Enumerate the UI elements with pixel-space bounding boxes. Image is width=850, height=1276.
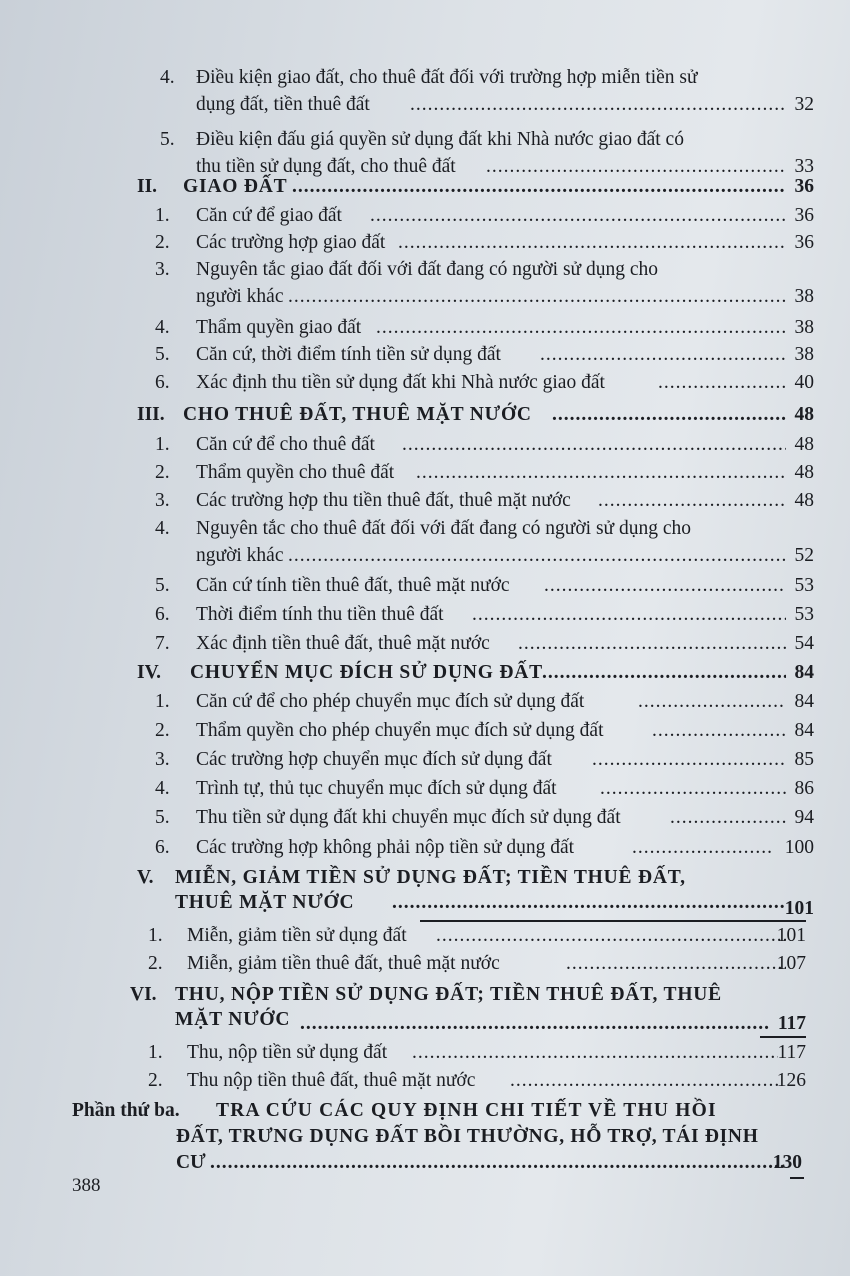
entry-number: 5. (155, 575, 170, 596)
entry-number: 1. (155, 691, 170, 712)
entry-page: 38 (794, 344, 814, 365)
dot-leader (292, 175, 786, 199)
dot-leader (436, 924, 786, 948)
section-page: 36 (794, 176, 814, 197)
entry-title: Xác định thu tiền sử dụng đất khi Nhà nước giao đất (196, 372, 605, 393)
entry-title: Xác định tiền thuê đất, thuê mặt nước (196, 633, 490, 654)
section-number: II. (137, 176, 158, 197)
toc-entry (0, 258, 850, 310)
entry-title: Thẩm quyền giao đất (196, 317, 362, 338)
entry-number: 2. (148, 953, 163, 974)
entry-title: Các trường hợp giao đất (196, 232, 386, 253)
toc-entry (0, 517, 850, 569)
dot-leader (402, 433, 786, 457)
entry-title-line-2: người khác (196, 286, 284, 307)
entry-number: 6. (155, 604, 170, 625)
toc-section (0, 175, 850, 203)
entry-page: 48 (794, 434, 814, 455)
entry-number: 4. (155, 317, 170, 338)
entry-page: 84 (794, 691, 814, 712)
part-title-line-1: TRA CỨU CÁC QUY ĐỊNH CHI TIẾT VỀ THU HỒI (216, 1100, 717, 1121)
toc-section (0, 661, 850, 689)
entry-title: Căn cứ, thời điểm tính tiền sử dụng đất (196, 344, 501, 365)
entry-page: 38 (794, 286, 814, 307)
entry-number: 3. (155, 490, 170, 511)
entry-page: 54 (794, 633, 814, 654)
dot-leader (288, 285, 786, 309)
section-page: 48 (794, 404, 814, 425)
entry-title: Căn cứ để cho phép chuyển mục đích sử dụng đất (196, 691, 585, 712)
entry-page: 85 (794, 749, 814, 770)
dot-leader (398, 231, 786, 255)
entry-page: 84 (794, 720, 814, 741)
entry-page: 53 (794, 604, 814, 625)
toc-entry (0, 66, 850, 126)
entry-number: 4. (160, 67, 175, 88)
toc-section (0, 866, 850, 922)
entry-number: 1. (148, 925, 163, 946)
entry-page: 117 (777, 1042, 806, 1063)
entry-number: 6. (155, 837, 170, 858)
entry-number: 1. (148, 1042, 163, 1063)
entry-number: 2. (155, 720, 170, 741)
entry-title-line-2: người khác (196, 545, 284, 566)
dot-leader (510, 1069, 778, 1093)
entry-page: 126 (776, 1070, 806, 1091)
toc-section (0, 403, 850, 431)
entry-number: 1. (155, 434, 170, 455)
entry-title: Căn cứ để giao đất (196, 205, 342, 226)
entry-page: 48 (794, 462, 814, 483)
entry-title-line-2: dụng đất, tiền thuê đất (196, 94, 370, 115)
section-page: 101 (784, 898, 814, 919)
entry-title: Căn cứ tính tiền thuê đất, thuê mặt nước (196, 575, 510, 596)
entry-page: 36 (794, 205, 814, 226)
dot-leader (592, 748, 786, 772)
entry-title: Trình tự, thủ tục chuyển mục đích sử dụng đất (196, 778, 557, 799)
entry-title: Thời điểm tính thu tiền thuê đất (196, 604, 444, 625)
entry-number: 2. (155, 232, 170, 253)
dot-leader (376, 316, 786, 340)
entry-number: 5. (155, 344, 170, 365)
entry-title-line-2: thu tiền sử dụng đất, cho thuê đất (196, 156, 456, 177)
entry-number: 2. (155, 462, 170, 483)
dot-leader (370, 204, 786, 228)
entry-title: Thu, nộp tiền sử dụng đất (187, 1042, 388, 1063)
entry-page: 86 (794, 778, 814, 799)
page-number: 388 (72, 1175, 101, 1196)
entry-number: 5. (155, 807, 170, 828)
toc-part (0, 1099, 850, 1179)
entry-title: Thẩm quyền cho thuê đất (196, 462, 395, 483)
section-number: V. (137, 867, 154, 888)
entry-title: Thu nộp tiền thuê đất, thuê mặt nước (187, 1070, 476, 1091)
entry-page: 101 (776, 925, 806, 946)
entry-title: Căn cứ để cho thuê đất (196, 434, 375, 455)
section-number: III. (137, 404, 165, 425)
part-page: 130 (772, 1152, 802, 1173)
entry-number: 4. (155, 778, 170, 799)
entry-number: 3. (155, 749, 170, 770)
entry-title-line-1: Nguyên tắc giao đất đối với đất đang có người sử dụng cho (196, 259, 659, 280)
entry-page: 33 (794, 156, 814, 177)
entry-page: 40 (794, 372, 814, 393)
entry-title: Các trường hợp chuyển mục đích sử dụng đất (196, 749, 552, 770)
dot-leader (544, 574, 786, 598)
part-title-line-3: CƯ (176, 1152, 206, 1173)
dot-leader (210, 1151, 784, 1175)
underline-rule (760, 1036, 806, 1038)
dot-leader (518, 632, 786, 656)
section-title-line-1: THU, NỘP TIỀN SỬ DỤNG ĐẤT; TIỀN THUÊ ĐẤT, THUÊ (175, 984, 722, 1005)
dot-leader (300, 1012, 770, 1036)
underline-rule (420, 920, 806, 922)
section-title-line-2: MẶT NƯỚC (175, 1009, 291, 1030)
section-title: CHO THUÊ ĐẤT, THUÊ MẶT NƯỚC (183, 404, 532, 425)
dot-leader (552, 403, 786, 427)
entry-title: Các trường hợp thu tiền thuê đất, thuê mặt nước (196, 490, 571, 511)
dot-leader (632, 836, 772, 860)
underline-rule (790, 1177, 804, 1179)
entry-title-line-1: Nguyên tắc cho thuê đất đối với đất đang có người sử dụng cho (196, 518, 692, 539)
entry-number: 5. (160, 129, 175, 150)
entry-title: Các trường hợp không phải nộp tiền sử dụng đất (196, 837, 575, 858)
dot-leader (412, 1041, 778, 1065)
entry-title-line-1: Điều kiện giao đất, cho thuê đất đối với trường hợp miễn tiền sử (196, 67, 698, 88)
section-title-line-1: MIỄN, GIẢM TIỀN SỬ DỤNG ĐẤT; TIỀN THUÊ ĐẤT, (175, 867, 686, 888)
entry-page: 48 (794, 490, 814, 511)
entry-number: 6. (155, 372, 170, 393)
entry-page: 53 (794, 575, 814, 596)
entry-page: 38 (794, 317, 814, 338)
dot-leader (410, 93, 786, 117)
dot-leader (416, 461, 786, 485)
entry-number: 3. (155, 259, 170, 280)
section-number: VI. (130, 984, 157, 1005)
dot-leader (600, 777, 786, 801)
section-number: IV. (137, 662, 162, 683)
entry-number: 1. (155, 205, 170, 226)
entry-number: 7. (155, 633, 170, 654)
part-title-line-2: ĐẤT, TRƯNG DỤNG ĐẤT BỒI THƯỜNG, HỖ TRỢ, TÁI ĐỊNH (176, 1126, 759, 1147)
part-prefix: Phần thứ ba. (72, 1100, 180, 1121)
entry-page: 107 (776, 953, 806, 974)
dot-leader (288, 544, 786, 568)
entry-page: 36 (794, 232, 814, 253)
dot-leader (540, 343, 786, 367)
entry-page: 52 (794, 545, 814, 566)
entry-title: Miễn, giảm tiền sử dụng đất (187, 925, 407, 946)
entry-number: 2. (148, 1070, 163, 1091)
section-title: GIAO ĐẤT (183, 176, 288, 197)
section-page: 117 (777, 1013, 806, 1034)
entry-title: Thu tiền sử dụng đất khi chuyển mục đích sử dụng đất (196, 807, 621, 828)
dot-leader (598, 489, 786, 513)
entry-page: 32 (794, 94, 814, 115)
section-title: CHUYỂN MỤC ĐÍCH SỬ DỤNG ĐẤT (190, 662, 543, 683)
entry-number: 4. (155, 518, 170, 539)
entry-page: 94 (794, 807, 814, 828)
entry-title: Thẩm quyền cho phép chuyển mục đích sử dụng đất (196, 720, 604, 741)
toc-section (0, 983, 850, 1039)
entry-title-line-1: Điều kiện đấu giá quyền sử dụng đất khi Nhà nước giao đất có (196, 129, 684, 150)
section-page: 84 (794, 662, 814, 683)
dot-leader (542, 661, 786, 685)
dot-leader (392, 891, 786, 915)
section-title-line-2: THUÊ MẶT NƯỚC (175, 892, 355, 913)
entry-page: 100 (784, 837, 814, 858)
dot-leader (472, 603, 786, 627)
dot-leader (566, 952, 786, 976)
entry-title: Miễn, giảm tiền thuê đất, thuê mặt nước (187, 953, 500, 974)
